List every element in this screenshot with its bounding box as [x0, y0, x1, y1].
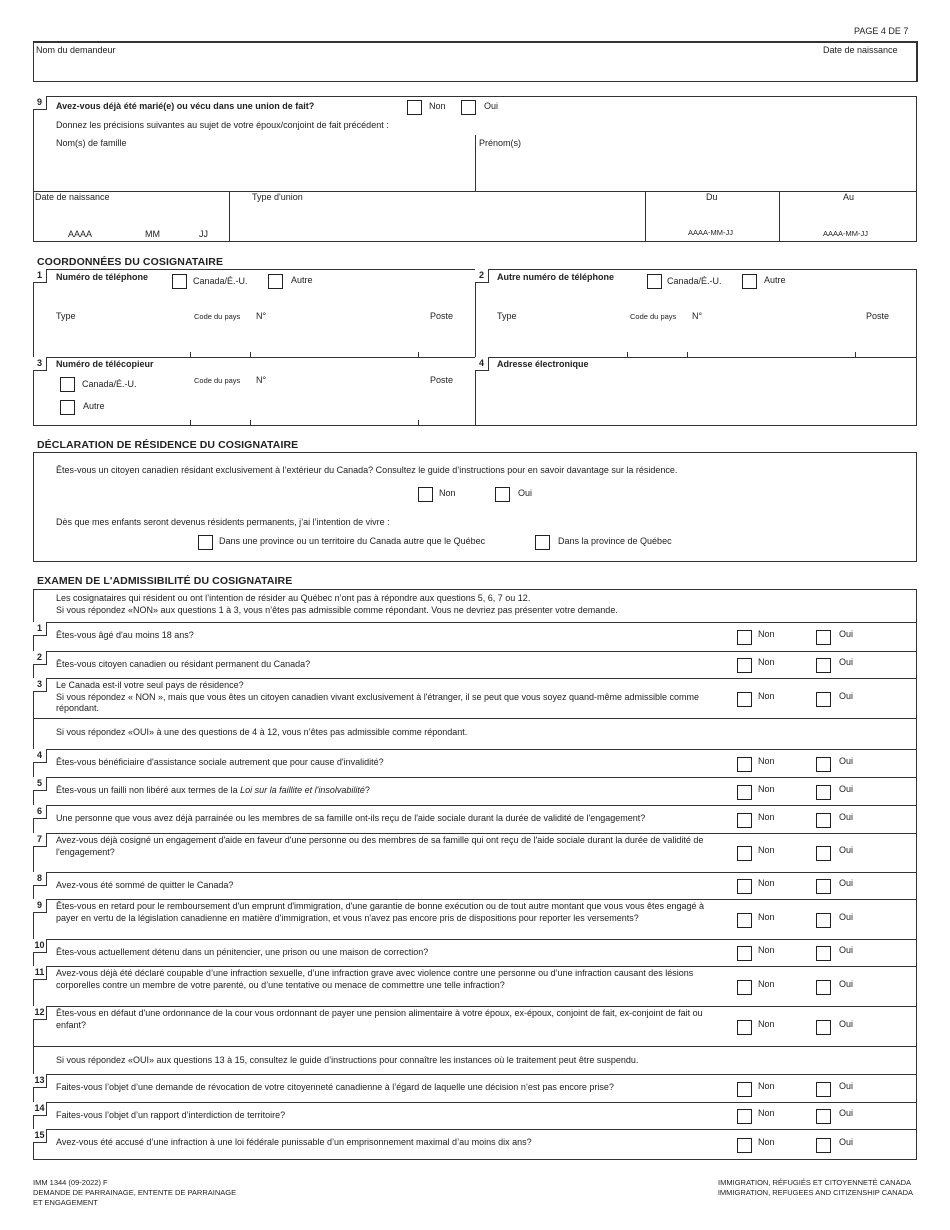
eligibility-q15-non-label: Non	[758, 1137, 775, 1147]
eligibility-q6-oui-label: Oui	[839, 812, 854, 822]
phone-type-field[interactable]	[56, 325, 186, 351]
residence-oui-label: Oui	[518, 488, 533, 498]
q5-text-part: Êtes-vous un failli non libéré aux termes de la	[56, 785, 241, 795]
q9-instruction: Donnez les précisions suivantes au sujet de votre époux/conjoint de fait précédent :	[56, 120, 389, 130]
fax-label: Numéro de télécopieur	[56, 359, 154, 369]
eligibility-q8-oui-checkbox[interactable]	[816, 879, 831, 894]
phone-canada-label: Canada/É.-U.	[193, 276, 248, 286]
eligibility-q13-non-checkbox[interactable]	[737, 1082, 752, 1097]
eligibility-q7-oui-checkbox[interactable]	[816, 846, 831, 861]
eligibility-q8-number: 8	[33, 872, 47, 886]
alt-phone-label: Autre numéro de téléphone	[497, 272, 615, 282]
eligibility-q3-number: 3	[33, 678, 47, 692]
eligibility-q15-oui-label: Oui	[839, 1137, 854, 1147]
eligibility-note: Si vous répondez «OUI» aux questions 13 à 15, consultez le guide d’instructions pour connaître les instances où le traitement peut être suspendu.	[56, 1055, 639, 1065]
department-en: IMMIGRATION, REFUGEES AND CITIZENSHIP CANADA	[717, 1188, 913, 1197]
eligibility-section-title: EXAMEN DE L'ADMISSIBILITÉ DU COSIGNATAIRE	[37, 575, 293, 587]
eligibility-q14-text: Faites-vous l’objet d’un rapport d’interdiction de territoire?	[56, 1110, 286, 1120]
eligibility-q13-number: 13	[33, 1074, 47, 1088]
fax-other-checkbox[interactable]	[60, 400, 75, 415]
eligibility-intro-2: Si vous répondez «NON» aux questions 1 à 3, vous n’êtes pas admissible comme répondant. Vous ne devriez pas présenter votre demande.	[56, 605, 618, 615]
department-fr: IMMIGRATION, RÉFUGIÉS ET CITOYENNETÉ CANADA	[718, 1178, 911, 1187]
residence-non-label: Non	[439, 488, 456, 498]
eligibility-q15-text: Avez-vous été accusé d’une infraction à une loi fédérale punissable d’un emprisonnement maximal d’au moins dix ans?	[56, 1137, 532, 1147]
form-title-line-2: ET ENGAGEMENT	[33, 1198, 98, 1207]
union-from-label: Du	[706, 192, 718, 202]
eligibility-q12-number: 12	[33, 1006, 47, 1020]
eligibility-q3-oui-checkbox[interactable]	[816, 692, 831, 707]
eligibility-q1-non-label: Non	[758, 629, 775, 639]
eligibility-q9-non-label: Non	[758, 912, 775, 922]
eligibility-q11-number: 11	[33, 966, 47, 980]
eligibility-q8-text: Avez-vous été sommé de quitter le Canada?	[56, 880, 234, 890]
page-number: PAGE 4 DE 7	[854, 26, 909, 36]
alt-phone-type-label: Type	[497, 311, 517, 321]
fax-ext-label: Poste	[430, 375, 454, 385]
union-to-hint: AAAA-MM-JJ	[823, 229, 868, 238]
eligibility-q8-non-checkbox[interactable]	[737, 879, 752, 894]
eligibility-q5-text	[56, 785, 726, 797]
form-id: IMM 1344 (09-2022) F	[33, 1178, 108, 1187]
eligibility-q5-non-checkbox[interactable]	[737, 785, 752, 800]
email-field[interactable]	[497, 375, 909, 420]
prev-spouse-surname-field[interactable]	[56, 152, 466, 187]
eligibility-q6-oui-checkbox[interactable]	[816, 813, 831, 828]
eligibility-q7-number: 7	[33, 833, 47, 847]
other-province-checkbox[interactable]	[198, 535, 213, 550]
residence-q2-text: Dès que mes enfants seront devenus résidents permanents, j’ai l’intention de vivre :	[56, 517, 390, 527]
phone-canada-checkbox[interactable]	[172, 274, 187, 289]
quebec-checkbox[interactable]	[535, 535, 550, 550]
eligibility-q11-non-label: Non	[758, 979, 775, 989]
fax-ext-field[interactable]	[422, 390, 472, 418]
eligibility-q11-oui-label: Oui	[839, 979, 854, 989]
question-9-number: 9	[33, 96, 47, 110]
eligibility-q11-non-checkbox[interactable]	[737, 980, 752, 995]
eligibility-q14-number: 14	[33, 1102, 47, 1116]
eligibility-q2-oui-label: Oui	[839, 657, 854, 667]
contact-2-number: 2	[475, 269, 489, 283]
eligibility-q11-text: Avez-vous déjà été déclaré coupable d’une infraction sexuelle, d’une infraction grave avec violence contre une personne ou d’une infraction causant des lésions corporelles contre un membre de votre parenté, ou d’une tentative ou menace de commettre une telle infraction?	[56, 968, 694, 990]
alt-phone-type-field[interactable]	[497, 325, 622, 351]
union-to-field[interactable]	[784, 205, 912, 225]
eligibility-q6-text: Une personne que vous avez déjà parrainée ou les membres de sa famille ont-ils reçu de l'aide sociale durant la durée de validité de l'engagement?	[56, 813, 646, 823]
q9-non-checkbox[interactable]	[407, 100, 422, 115]
eligibility-q14-non-label: Non	[758, 1108, 775, 1118]
eligibility-q2-non-label: Non	[758, 657, 775, 667]
applicant-dob-label: Date de naissance	[823, 45, 898, 55]
prev-spouse-surname-label: Nom(s) de famille	[56, 138, 127, 148]
eligibility-q14-non-checkbox[interactable]	[737, 1109, 752, 1124]
eligibility-q2-non-checkbox[interactable]	[737, 658, 752, 673]
eligibility-q15-oui-checkbox[interactable]	[816, 1138, 831, 1153]
alt-phone-canada-checkbox[interactable]	[647, 274, 662, 289]
eligibility-q14-oui-checkbox[interactable]	[816, 1109, 831, 1124]
eligibility-q3-oui-label: Oui	[839, 691, 854, 701]
eligibility-q5-number: 5	[33, 777, 47, 791]
phone-other-checkbox[interactable]	[268, 274, 283, 289]
eligibility-q11-oui-checkbox[interactable]	[816, 980, 831, 995]
eligibility-q3-non-label: Non	[758, 691, 775, 701]
applicant-dob-field[interactable]	[760, 58, 910, 78]
eligibility-q9-text: Êtes-vous en retard pour le remboursement d'un emprunt d'immigration, d'une garantie de bonne exécution ou de tout autre montant que vous vous êtes engagé à payer en vertu de la législation canadienne en matière d'immigration, et vous n'avez pas encore pris de dispositions pour reporter les versements?	[56, 901, 705, 923]
eligibility-q4-oui-label: Oui	[839, 756, 854, 766]
eligibility-q4-text: Êtes-vous bénéficiaire d'assistance sociale autrement que pour cause d'invalidité?	[56, 757, 384, 767]
residence-oui-checkbox[interactable]	[495, 487, 510, 502]
eligibility-q4-number: 4	[33, 749, 47, 763]
eligibility-q13-text: Faites-vous l’objet d’une demande de révocation de votre citoyenneté canadienne à l’égard de laquelle une décision n’est pas encore prise?	[56, 1082, 614, 1092]
contact-4-number: 4	[475, 357, 489, 371]
eligibility-q3-non-checkbox[interactable]	[737, 692, 752, 707]
contact-3-number: 3	[33, 357, 47, 371]
alt-phone-other-checkbox[interactable]	[742, 274, 757, 289]
residence-q1-text: Êtes-vous un citoyen canadien résidant exclusivement à l’extérieur du Canada? Consultez le guide d’instructions pour en savoir davantage sur la résidence.	[56, 465, 678, 475]
eligibility-q5-non-label: Non	[758, 784, 775, 794]
alt-phone-country-code-label: Code du pays	[630, 312, 677, 321]
eligibility-q9-non-checkbox[interactable]	[737, 913, 752, 928]
phone-country-code-label: Code du pays	[194, 312, 241, 321]
email-label: Adresse électronique	[497, 359, 589, 369]
applicant-name-field[interactable]	[38, 58, 638, 78]
fax-canada-checkbox[interactable]	[60, 377, 75, 392]
contact-1-number: 1	[33, 269, 47, 283]
other-province-label: Dans une province ou un territoire du Canada autre que le Québec	[219, 536, 486, 546]
eligibility-q15-number: 15	[33, 1129, 47, 1143]
eligibility-q1-text: Êtes-vous âgé d'au moins 18 ans?	[56, 630, 194, 640]
eligibility-q1-oui-label: Oui	[839, 629, 854, 639]
q9-oui-label: Oui	[484, 101, 499, 111]
eligibility-q10-text: Êtes-vous actuellement détenu dans un pénitencier, une prison ou une maison de correction?	[56, 947, 429, 957]
eligibility-q6-number: 6	[33, 805, 47, 819]
prev-spouse-dob-field[interactable]	[36, 205, 226, 225]
eligibility-q1-number: 1	[33, 622, 47, 636]
union-from-field[interactable]	[650, 205, 775, 225]
eligibility-q7-non-checkbox[interactable]	[737, 846, 752, 861]
eligibility-q13-non-label: Non	[758, 1081, 775, 1091]
eligibility-q10-non-checkbox[interactable]	[737, 946, 752, 961]
eligibility-q12-non-checkbox[interactable]	[737, 1020, 752, 1035]
applicant-name-label: Nom du demandeur	[36, 45, 116, 55]
eligibility-q7-non-label: Non	[758, 845, 775, 855]
eligibility-q1-non-checkbox[interactable]	[737, 630, 752, 645]
eligibility-q12-oui-label: Oui	[839, 1019, 854, 1029]
fax-country-code-field[interactable]	[192, 390, 248, 418]
eligibility-q4-non-checkbox[interactable]	[737, 757, 752, 772]
eligibility-q12-text: Êtes-vous en défaut d'une ordonnance de la cour vous ordonnant de payer une pension alimentaire à votre époux, ex-époux, conjoint de fait, ex-conjoint de fait ou enfant?	[56, 1008, 703, 1030]
q5-text-end: ?	[364, 785, 370, 795]
alt-phone-number-field[interactable]	[690, 325, 850, 351]
q9-oui-checkbox[interactable]	[461, 100, 476, 115]
union-type-field[interactable]	[252, 205, 632, 235]
dob-month-hint: MM	[145, 229, 160, 239]
alt-phone-country-code-field[interactable]	[630, 325, 684, 351]
eligibility-q15-non-checkbox[interactable]	[737, 1138, 752, 1153]
eligibility-q8-oui-label: Oui	[839, 878, 854, 888]
q5-law-title: Loi sur la faillite et l'insolvabilité	[240, 785, 365, 795]
residence-section-title: DÉCLARATION DE RÉSIDENCE DU COSIGNATAIRE	[37, 439, 299, 451]
phone-number-field[interactable]	[254, 325, 414, 351]
eligibility-q4-non-label: Non	[758, 756, 775, 766]
dob-day-hint: JJ	[199, 229, 208, 239]
dob-year-hint: AAAA	[68, 229, 93, 239]
prev-spouse-given-field[interactable]	[479, 152, 909, 187]
eligibility-q1-oui-checkbox[interactable]	[816, 630, 831, 645]
phone-label: Numéro de téléphone	[56, 272, 149, 282]
eligibility-q13-oui-checkbox[interactable]	[816, 1082, 831, 1097]
alt-phone-ext-field[interactable]	[858, 325, 913, 351]
eligibility-q2-oui-checkbox[interactable]	[816, 658, 831, 673]
eligibility-q10-non-label: Non	[758, 945, 775, 955]
quebec-label: Dans la province de Québec	[558, 536, 672, 546]
prev-spouse-dob-label: Date de naissance	[35, 192, 110, 202]
fax-other-label: Autre	[83, 401, 105, 411]
eligibility-q2-number: 2	[33, 651, 47, 665]
q9-non-label: Non	[429, 101, 446, 111]
fax-number-label: N°	[256, 375, 267, 385]
alt-phone-canada-label: Canada/É.-U.	[667, 276, 722, 286]
eligibility-q12-non-label: Non	[758, 1019, 775, 1029]
eligibility-q10-oui-label: Oui	[839, 945, 854, 955]
fax-canada-label: Canada/É.-U.	[82, 379, 137, 389]
eligibility-q8-non-label: Non	[758, 878, 775, 888]
eligibility-q7-text: Avez-vous déjà cosigné un engagement d'aide en faveur d'une personne ou des membres de sa famille qui ont reçu de l'aide sociale durant la durée de validité de l'engagement?	[56, 835, 704, 857]
eligibility-q10-number: 10	[33, 939, 47, 953]
eligibility-q6-non-checkbox[interactable]	[737, 813, 752, 828]
eligibility-q6-non-label: Non	[758, 812, 775, 822]
alt-phone-number-label: N°	[692, 311, 703, 321]
eligibility-q5-oui-label: Oui	[839, 784, 854, 794]
eligibility-q9-number: 9	[33, 899, 47, 913]
union-type-label: Type d'union	[252, 192, 303, 202]
contact-section-title: COORDONNÉES DU COSIGNATAIRE	[37, 256, 224, 268]
eligibility-q13-oui-label: Oui	[839, 1081, 854, 1091]
eligibility-q14-oui-label: Oui	[839, 1108, 854, 1118]
form-title-line-1: DEMANDE DE PARRAINAGE, ENTENTE DE PARRAINAGE	[33, 1188, 237, 1197]
union-to-label: Au	[843, 192, 855, 202]
eligibility-q3-text: Le Canada est-il votre seul pays de résidence? Si vous répondez « NON », mais que vous êtes un citoyen canadien vivant exclusivement à l'étranger, il se peut que vous soyez quand-même admissible comme répondant.	[56, 680, 700, 713]
eligibility-q9-oui-label: Oui	[839, 912, 854, 922]
alt-phone-ext-label: Poste	[866, 311, 890, 321]
union-from-hint: AAAA-MM-JJ	[688, 228, 733, 237]
phone-type-label: Type	[56, 311, 76, 321]
prev-spouse-given-label: Prénom(s)	[479, 138, 522, 148]
fax-country-code-label: Code du pays	[194, 376, 241, 385]
phone-other-label: Autre	[291, 275, 313, 285]
eligibility-intro-1: Les cosignataires qui résident ou ont l’intention de résider au Québec n’ont pas à répondre aux questions 5, 6, 7 ou 12.	[56, 593, 531, 603]
question-9-text: Avez-vous déjà été marié(e) ou vécu dans une union de fait?	[56, 101, 315, 111]
eligibility-q7-oui-label: Oui	[839, 845, 854, 855]
eligibility-q2-text: Êtes-vous citoyen canadien ou résidant permanent du Canada?	[56, 659, 311, 669]
eligibility-q12-oui-checkbox[interactable]	[816, 1020, 831, 1035]
phone-ext-field[interactable]	[422, 325, 472, 351]
eligibility-q9-oui-checkbox[interactable]	[816, 913, 831, 928]
eligibility-q10-oui-checkbox[interactable]	[816, 946, 831, 961]
phone-country-code-field[interactable]	[192, 325, 248, 351]
eligibility-q4-oui-checkbox[interactable]	[816, 757, 831, 772]
eligibility-note: Si vous répondez «OUI» à une des questions de 4 à 12, vous n’êtes pas admissible comme répondant.	[56, 727, 468, 737]
eligibility-q5-oui-checkbox[interactable]	[816, 785, 831, 800]
phone-number-label: N°	[256, 311, 267, 321]
residence-non-checkbox[interactable]	[418, 487, 433, 502]
fax-number-field[interactable]	[254, 390, 414, 418]
alt-phone-other-label: Autre	[764, 275, 786, 285]
phone-ext-label: Poste	[430, 311, 454, 321]
